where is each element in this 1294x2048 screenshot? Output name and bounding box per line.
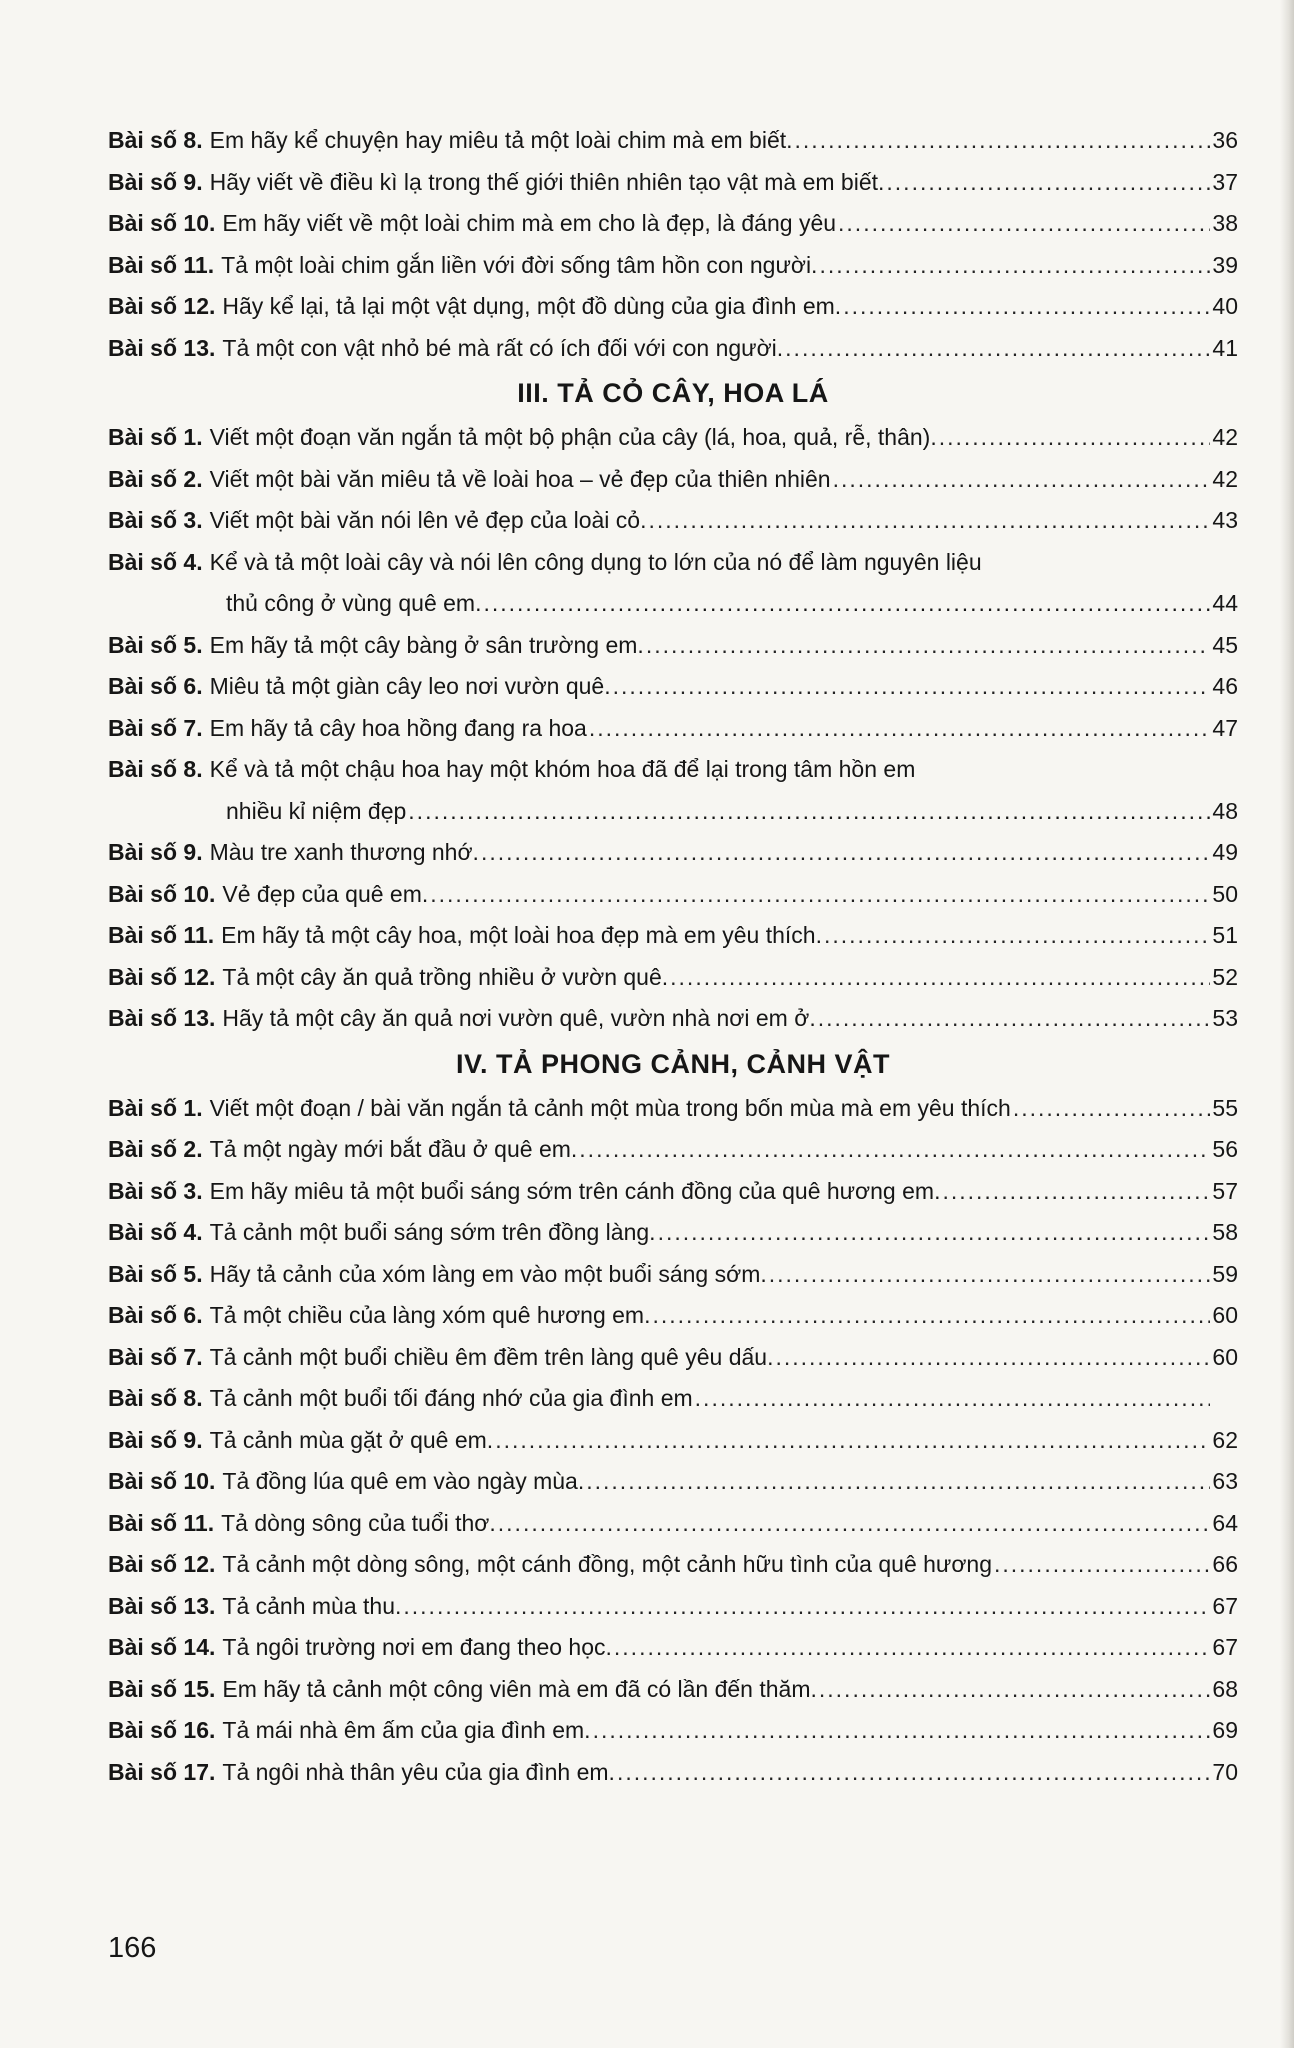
entry-title: Kể và tả một loài cây và nói lên công dụng to lớn của nó để làm nguyên liệu [209, 548, 982, 575]
entry-title: Tả cảnh một dòng sông, một cánh đồng, một cảnh hữu tình của quê hương [222, 1551, 992, 1577]
entry-page: 64 [1212, 1509, 1238, 1536]
entry-title: Tả đồng lúa quê em vào ngày mùa. [222, 1468, 585, 1494]
entry-number: Bài số 14. [108, 1634, 216, 1660]
toc-entry [108, 1129, 1238, 1171]
dot-leader [617, 1752, 1210, 1794]
dot-leader [646, 625, 1210, 667]
entry-page: 60 [1212, 1302, 1238, 1328]
entry-title: Tả cảnh một buổi chiều êm đềm trên làng quê yêu dấu. [209, 1343, 774, 1370]
toc-entry [108, 666, 1238, 708]
entry-number: Bài số 1. [108, 424, 203, 450]
page-number: 166 [108, 1932, 157, 1964]
entry-page: 51 [1212, 922, 1238, 948]
toc-entry [108, 625, 1238, 667]
toc-entry [108, 1212, 1238, 1254]
entry-title: Hãy tả một cây ăn quả nơi vườn quê, vườn nhà nơi em ở. [222, 1005, 816, 1031]
entry-page: 58 [1212, 1219, 1238, 1245]
toc-entry [108, 1254, 1238, 1296]
entry-number: Bài số 4. [108, 1219, 203, 1245]
toc-entry-continuation [108, 791, 1238, 833]
entry-title: Vẻ đẹp của quê em. [222, 880, 429, 907]
dot-leader [648, 500, 1210, 542]
entry-number: Bài số 11. [108, 251, 215, 278]
entry-number: Bài số 2. [108, 1136, 203, 1162]
toc-entry-continuation [108, 583, 1238, 625]
dot-leader [614, 1627, 1210, 1669]
entry-number: Bài số 9. [108, 1426, 203, 1453]
entry-title: Tả ngôi trường nơi em đang theo học. [222, 1634, 612, 1660]
entry-page: 59 [1212, 1260, 1238, 1287]
entry-title: Viết một bài văn nói lên vẻ đẹp của loài cỏ. [209, 507, 647, 533]
dot-leader [483, 583, 1210, 625]
entry-number: Bài số 8. [108, 756, 203, 782]
entry-page: 69 [1212, 1717, 1238, 1743]
entry-number: Bài số 17. [108, 1758, 216, 1785]
section-heading: III. TẢ CỎ CÂY, HOA LÁ [517, 378, 829, 408]
dot-leader [819, 1669, 1210, 1711]
entry-number: Bài số 11. [108, 922, 215, 948]
dot-leader [886, 162, 1210, 204]
entry-title: Tả cảnh mùa thu. [222, 1592, 402, 1619]
toc-entry [108, 1088, 1238, 1130]
entry-title-continuation: thủ công ở vùng quê em. [226, 590, 482, 616]
entry-number: Bài số 13. [108, 334, 216, 361]
entry-number: Bài số 10. [108, 880, 216, 907]
entry-page: 37 [1212, 168, 1238, 195]
entry-title: Kể và tả một chậu hoa hay một khóm hoa đã để lại trong tâm hồn em [209, 756, 916, 782]
entry-page: 57 [1212, 1177, 1238, 1204]
entry-title: Em hãy viết về một loài chim mà em cho là đẹp, là đáng yêu [222, 210, 837, 236]
entry-page: 46 [1212, 673, 1238, 699]
toc-entry [108, 1752, 1238, 1794]
entry-title: Màu tre xanh thương nhớ. [209, 839, 479, 865]
toc-entry [108, 1337, 1238, 1379]
entry-number: Bài số 12. [108, 1551, 216, 1577]
entry-number: Bài số 5. [108, 1260, 203, 1287]
entry-title-continuation: nhiều kỉ niệm đẹp [226, 797, 407, 824]
entry-title: Viết một đoạn văn ngắn tả một bộ phận của cây (lá, hoa, quả, rễ, thân). [209, 424, 937, 450]
entry-number: Bài số 10. [108, 210, 216, 236]
dot-leader [942, 1171, 1210, 1213]
toc-entry [108, 500, 1238, 542]
dot-leader [994, 1544, 1210, 1586]
toc-entry [108, 542, 1238, 584]
toc-entry [108, 749, 1238, 791]
dot-leader [695, 1378, 1210, 1420]
toc-entry [108, 1669, 1238, 1711]
dot-leader [775, 1337, 1210, 1379]
toc-entry [108, 832, 1238, 874]
entry-title: Miêu tả một giàn cây leo nơi vườn quê. [209, 673, 611, 699]
toc-entry [108, 957, 1238, 999]
entry-page: 44 [1212, 590, 1238, 616]
entry-number: Bài số 5. [108, 631, 203, 658]
entry-page: 36 [1212, 127, 1238, 153]
entry-title: Em hãy miêu tả một buổi sáng sớm trên cánh đồng của quê hương em. [209, 1177, 941, 1204]
entry-number: Bài số 12. [108, 963, 216, 990]
dot-leader [593, 1710, 1210, 1752]
toc-entry [108, 1503, 1238, 1545]
entry-page: 67 [1212, 1634, 1238, 1660]
entry-page: 70 [1212, 1758, 1238, 1785]
entry-page: 39 [1212, 251, 1238, 278]
entry-number: Bài số 12. [108, 293, 216, 319]
dot-leader [939, 417, 1210, 459]
dot-leader [403, 1586, 1210, 1628]
dot-leader [769, 1254, 1210, 1296]
entry-number: Bài số 10. [108, 1468, 216, 1494]
entry-page: 52 [1212, 963, 1238, 990]
toc-entry [108, 328, 1238, 370]
entry-title: Tả một chiều của làng xóm quê hương em. [209, 1302, 651, 1328]
entry-number: Bài số 7. [108, 1343, 203, 1370]
entry-title: Tả một ngày mới bắt đầu ở quê em. [209, 1136, 578, 1162]
entry-number: Bài số 13. [108, 1592, 216, 1619]
toc-entry [108, 1420, 1238, 1462]
toc-entry [108, 417, 1238, 459]
entry-number: Bài số 6. [108, 673, 203, 699]
toc-entry [108, 120, 1238, 162]
entry-number: Bài số 3. [108, 507, 203, 533]
entry-page: 60 [1212, 1343, 1238, 1370]
entry-page: 45 [1212, 631, 1238, 658]
toc-entry [108, 1295, 1238, 1337]
entry-title: Hãy kể lại, tả lại một vật dụng, một đồ dùng của gia đình em. [222, 293, 842, 319]
entry-page: 38 [1212, 210, 1238, 236]
entry-title: Em hãy kể chuyện hay miêu tả một loài chim mà em biết. [209, 127, 793, 153]
toc-entry [108, 1710, 1238, 1752]
dot-leader [613, 666, 1210, 708]
dot-leader [498, 1503, 1210, 1545]
entry-title: Tả cảnh một buổi sáng sớm trên đồng làng. [209, 1219, 656, 1245]
toc-entry [108, 915, 1238, 957]
entry-number: Bài số 3. [108, 1177, 203, 1204]
entry-number: Bài số 2. [108, 465, 203, 492]
toc-entry [108, 245, 1238, 287]
entry-title: Em hãy tả một cây bàng ở sân trường em. [209, 631, 644, 658]
entry-page: 63 [1212, 1468, 1238, 1494]
dot-leader [495, 1420, 1210, 1462]
dot-leader [824, 915, 1210, 957]
dot-leader [586, 1461, 1210, 1503]
entry-page: 67 [1212, 1592, 1238, 1619]
entry-number: Bài số 4. [108, 548, 203, 575]
entry-page: 48 [1212, 797, 1238, 824]
entry-title: Tả một loài chim gắn liền với đời sống tâm hồn con người. [221, 251, 818, 278]
entry-title: Em hãy tả cảnh một công viên mà em đã có lần đến thăm. [222, 1675, 817, 1702]
entry-number: Bài số 13. [108, 1005, 216, 1031]
entry-title: Tả cảnh một buổi tối đáng nhớ của gia đình em [209, 1385, 693, 1411]
entry-page: 56 [1212, 1136, 1238, 1162]
dot-leader [408, 791, 1210, 833]
toc-entry [108, 1544, 1238, 1586]
toc-entry [108, 1378, 1238, 1420]
entry-number: Bài số 15. [108, 1675, 216, 1702]
entry-number: Bài số 11. [108, 1509, 215, 1536]
entry-page: 68 [1212, 1675, 1238, 1702]
entry-page: 42 [1212, 465, 1238, 492]
entry-number: Bài số 9. [108, 168, 203, 195]
toc-entry [108, 708, 1238, 750]
dot-leader [819, 245, 1210, 287]
toc-entry [108, 874, 1238, 916]
table-of-contents [108, 120, 1238, 1793]
entry-title: Tả một con vật nhỏ bé mà rất có ích đối với con người. [222, 334, 784, 361]
entry-page: 49 [1212, 839, 1238, 865]
page-edge-shadow [1280, 0, 1294, 2048]
entry-page: 43 [1212, 507, 1238, 533]
entry-title: Tả một cây ăn quả trồng nhiều ở vườn quê. [222, 963, 669, 990]
entry-page: 47 [1212, 714, 1238, 741]
dot-leader [481, 832, 1210, 874]
dot-leader [670, 957, 1210, 999]
dot-leader [658, 1212, 1210, 1254]
dot-leader [818, 998, 1210, 1040]
entry-title: Tả dòng sông của tuổi thơ. [221, 1509, 496, 1536]
entry-page: 42 [1212, 424, 1238, 450]
dot-leader [579, 1129, 1210, 1171]
entry-title: Tả mái nhà êm ấm của gia đình em. [222, 1717, 591, 1743]
entry-page: 41 [1212, 334, 1238, 361]
entry-number: Bài số 1. [108, 1094, 203, 1121]
toc-entry [108, 1171, 1238, 1213]
entry-title: Em hãy tả cây hoa hồng đang ra hoa [209, 714, 587, 741]
entry-number: Bài số 7. [108, 714, 203, 741]
dot-leader [833, 459, 1210, 501]
dot-leader [652, 1295, 1210, 1337]
entry-title: Viết một đoạn / bài văn ngắn tả cảnh một mùa trong bốn mùa mà em yêu thích [209, 1094, 1011, 1121]
entry-title: Tả ngôi nhà thân yêu của gia đình em. [222, 1758, 615, 1785]
toc-entry [108, 1627, 1238, 1669]
dot-leader [1013, 1088, 1210, 1130]
section-heading: IV. TẢ PHONG CẢNH, CẢNH VẬT [455, 1048, 891, 1079]
entry-number: Bài số 8. [108, 1385, 203, 1411]
entry-number: Bài số 6. [108, 1302, 203, 1328]
entry-number: Bài số 9. [108, 839, 203, 865]
entry-title: Viết một bài văn miêu tả về loài hoa – vẻ đẹp của thiên nhiên [209, 465, 831, 492]
entry-title: Em hãy tả một cây hoa, một loài hoa đẹp mà em yêu thích. [221, 922, 822, 948]
entry-number: Bài số 8. [108, 127, 203, 153]
entry-title: Hãy tả cảnh của xóm làng em vào một buổi sáng sớm. [209, 1260, 767, 1287]
toc-entry [108, 162, 1238, 204]
toc-entry [108, 286, 1238, 328]
entry-page: 40 [1212, 293, 1238, 319]
entry-number: Bài số 16. [108, 1717, 216, 1743]
entry-page: 66 [1212, 1551, 1238, 1577]
dot-leader [843, 286, 1210, 328]
toc-entry [108, 1586, 1238, 1628]
entry-page: 62 [1212, 1426, 1238, 1453]
toc-entry [108, 203, 1238, 245]
dot-leader [838, 203, 1210, 245]
dot-leader [430, 874, 1210, 916]
dot-leader [795, 120, 1210, 162]
toc-entry [108, 459, 1238, 501]
entry-title: Tả cảnh mùa gặt ở quê em. [209, 1426, 494, 1453]
toc-entry [108, 998, 1238, 1040]
dot-leader [785, 328, 1210, 370]
toc-entry [108, 1461, 1238, 1503]
entry-title: Hãy viết về điều kì lạ trong thế giới thiên nhiên tạo vật mà em biết. [209, 168, 885, 195]
entry-page: 55 [1212, 1094, 1238, 1121]
entry-page: 53 [1212, 1005, 1238, 1031]
entry-page: 50 [1212, 880, 1238, 907]
dot-leader [589, 708, 1210, 750]
